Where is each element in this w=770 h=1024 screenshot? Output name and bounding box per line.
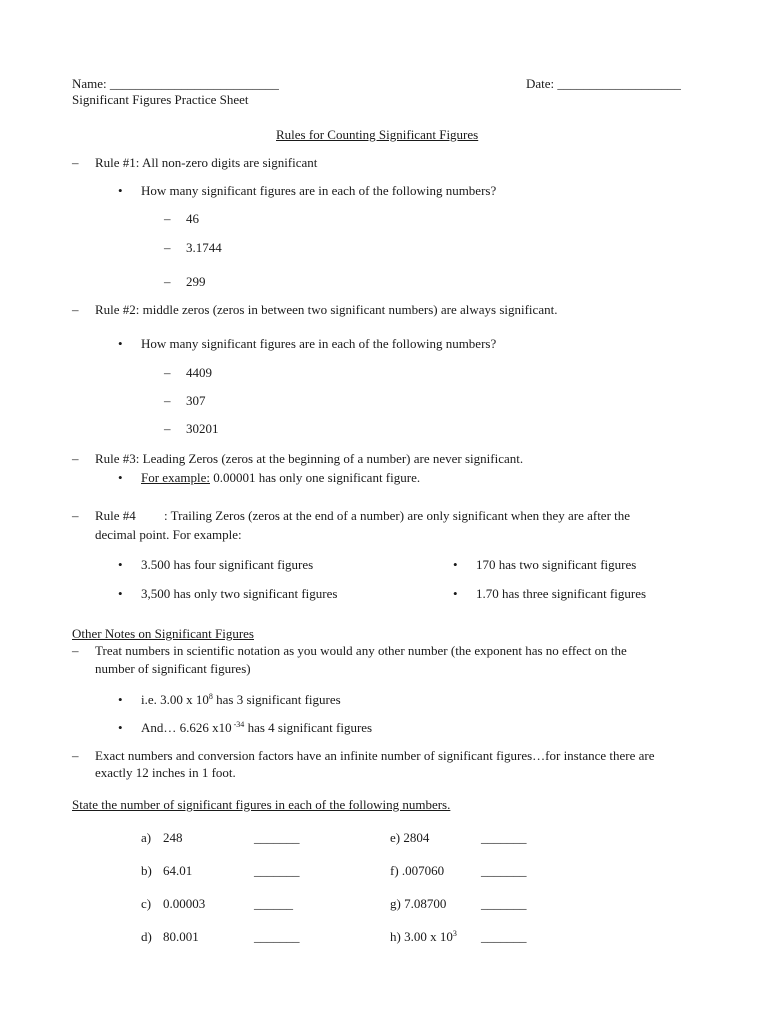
dash: – bbox=[164, 211, 171, 226]
answer-blank[interactable]: _______ bbox=[481, 863, 527, 878]
rule1-number: 3.1744 bbox=[186, 240, 222, 255]
exercise-title: State the number of significant figures in each of the following numbers. bbox=[72, 797, 451, 812]
rule2-number: 30201 bbox=[186, 421, 219, 436]
question-value: 0.00003 bbox=[163, 896, 206, 911]
name-line bbox=[72, 76, 279, 92]
rule1-text: Rule #1: All non-zero digits are significant bbox=[95, 155, 318, 170]
rule2-question: How many significant figures are in each of the following numbers? bbox=[141, 336, 497, 351]
question-label: g) 7.08700 bbox=[390, 896, 447, 911]
sci2-rest: has 4 significant figures bbox=[244, 720, 373, 735]
question-label-sci bbox=[390, 929, 457, 945]
sci-example-2 bbox=[141, 720, 372, 736]
rule4-example: 3,500 has only two significant figures bbox=[141, 586, 338, 601]
rule4-dash: – bbox=[72, 508, 79, 523]
rule4-text: : Trailing Zeros (zeros at the end of a number) are only significant when they are after the bbox=[164, 508, 631, 523]
rule4-bullet: • bbox=[453, 586, 458, 601]
rule3-bullet: • bbox=[118, 470, 123, 485]
question-exponent: 3 bbox=[452, 929, 457, 938]
question-label: e) 2804 bbox=[390, 830, 430, 845]
example-label: For example: bbox=[141, 470, 210, 485]
sci2-exponent: -34 bbox=[231, 720, 245, 729]
rule1-question: How many significant figures are in each of the following numbers? bbox=[141, 183, 497, 198]
date-label: Date: bbox=[526, 76, 555, 91]
example-text: 0.00001 has only one significant figure. bbox=[209, 470, 421, 485]
dash: – bbox=[164, 274, 171, 289]
rule4-bullet: • bbox=[453, 557, 458, 572]
rule1-number: 46 bbox=[186, 211, 199, 226]
question-letter: b) bbox=[141, 863, 152, 878]
note2-text-cont: exactly 12 inches in 1 foot. bbox=[95, 765, 236, 780]
note2-dash: – bbox=[72, 748, 79, 763]
dash: – bbox=[164, 393, 171, 408]
question-value: 80.001 bbox=[163, 929, 199, 944]
sci-bullet: • bbox=[118, 692, 123, 707]
question-letter: d) bbox=[141, 929, 152, 944]
date-blank[interactable]: ___________________ bbox=[557, 76, 681, 91]
rule4-example: 3.500 has four significant figures bbox=[141, 557, 314, 572]
rule4-bullet: • bbox=[118, 586, 123, 601]
rule1-bullet: • bbox=[118, 183, 123, 198]
rule4-text-cont: decimal point. For example: bbox=[95, 527, 242, 542]
question-value: 248 bbox=[163, 830, 183, 845]
answer-blank[interactable]: _______ bbox=[254, 863, 300, 878]
note1-text: Treat numbers in scientific notation as you would any other number (the exponent has no effect on the bbox=[95, 643, 627, 658]
sci1-rest: has 3 significant figures bbox=[212, 692, 341, 707]
question-label: h) 3.00 x 10 bbox=[390, 929, 453, 944]
note1-dash: – bbox=[72, 643, 79, 658]
rule4-example: 170 has two significant figures bbox=[476, 557, 637, 572]
answer-blank[interactable]: _______ bbox=[481, 896, 527, 911]
section-title: Rules for Counting Significant Figures bbox=[276, 127, 479, 142]
rule1-dash: – bbox=[72, 155, 79, 170]
dash: – bbox=[164, 365, 171, 380]
rule2-number: 307 bbox=[186, 393, 206, 408]
rule2-number: 4409 bbox=[186, 365, 212, 380]
rule4-example: 1.70 has three significant figures bbox=[476, 586, 647, 601]
rule4-bullet: • bbox=[118, 557, 123, 572]
dash: – bbox=[164, 421, 171, 436]
sci1-base: i.e. 3.00 x 10 bbox=[141, 692, 209, 707]
answer-blank[interactable]: _______ bbox=[481, 830, 527, 845]
answer-blank[interactable]: _______ bbox=[481, 929, 527, 944]
note2-text: Exact numbers and conversion factors have an infinite number of significant figures…for instance there are bbox=[95, 748, 655, 763]
worksheet-subtitle: Significant Figures Practice Sheet bbox=[72, 92, 249, 107]
rule3-dash: – bbox=[72, 451, 79, 466]
name-blank[interactable]: __________________________ bbox=[109, 76, 279, 91]
sci-bullet: • bbox=[118, 720, 123, 735]
rule2-text: Rule #2: middle zeros (zeros in between two significant numbers) are always significant. bbox=[95, 302, 558, 317]
sci2-base: And… 6.626 x10 bbox=[141, 720, 232, 735]
answer-blank[interactable]: _______ bbox=[254, 929, 300, 944]
answer-blank[interactable]: ______ bbox=[254, 896, 293, 911]
question-label: f) .007060 bbox=[390, 863, 445, 878]
sci1-exponent: 8 bbox=[208, 692, 213, 701]
question-letter: a) bbox=[141, 830, 152, 845]
question-value: 64.01 bbox=[163, 863, 193, 878]
rule4-label: Rule #4 bbox=[95, 508, 136, 523]
rule3-example bbox=[141, 470, 420, 486]
rule2-bullet: • bbox=[118, 336, 123, 351]
question-letter: c) bbox=[141, 896, 152, 911]
rule3-text: Rule #3: Leading Zeros (zeros at the beginning of a number) are never significant. bbox=[95, 451, 524, 466]
name-label: Name: bbox=[72, 76, 107, 91]
dash: – bbox=[164, 240, 171, 255]
other-notes-title: Other Notes on Significant Figures bbox=[72, 626, 254, 641]
date-line bbox=[526, 76, 681, 92]
rule1-number: 299 bbox=[186, 274, 206, 289]
answer-blank[interactable]: _______ bbox=[254, 830, 300, 845]
sci-example-1 bbox=[141, 692, 341, 708]
rule2-dash: – bbox=[72, 302, 79, 317]
note1-text-cont: number of significant figures) bbox=[95, 661, 251, 676]
